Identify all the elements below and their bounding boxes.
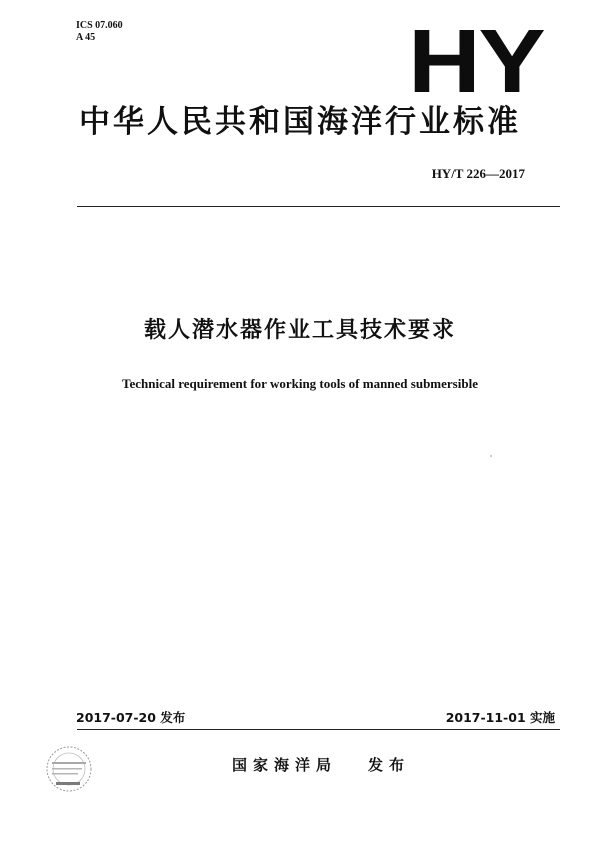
ics-code: ICS 07.060 [76,20,123,31]
issue-date: 2017-07-20 发布 [76,710,186,725]
anti-counterfeit-seal-icon [44,744,94,794]
publish-label: 发布 [368,756,411,774]
bottom-divider [77,729,560,730]
publisher-name: 国家海洋局 [232,756,338,774]
document-title-english: Technical requirement for working tools of manned submersible [122,376,478,391]
document-title-chinese: 载人潜水器作业工具技术要求 [143,318,456,343]
hy-logo: HY [408,12,544,112]
ics-block [76,20,123,44]
top-divider [77,206,560,207]
standard-code: HY/T 226—2017 [431,166,525,181]
scan-speck [490,455,492,457]
implementation-date: 2017-11-01 实施 [445,710,555,725]
standard-title: 中华人民共和国海洋行业标准 [79,104,521,140]
classification-code: A 45 [76,32,96,43]
